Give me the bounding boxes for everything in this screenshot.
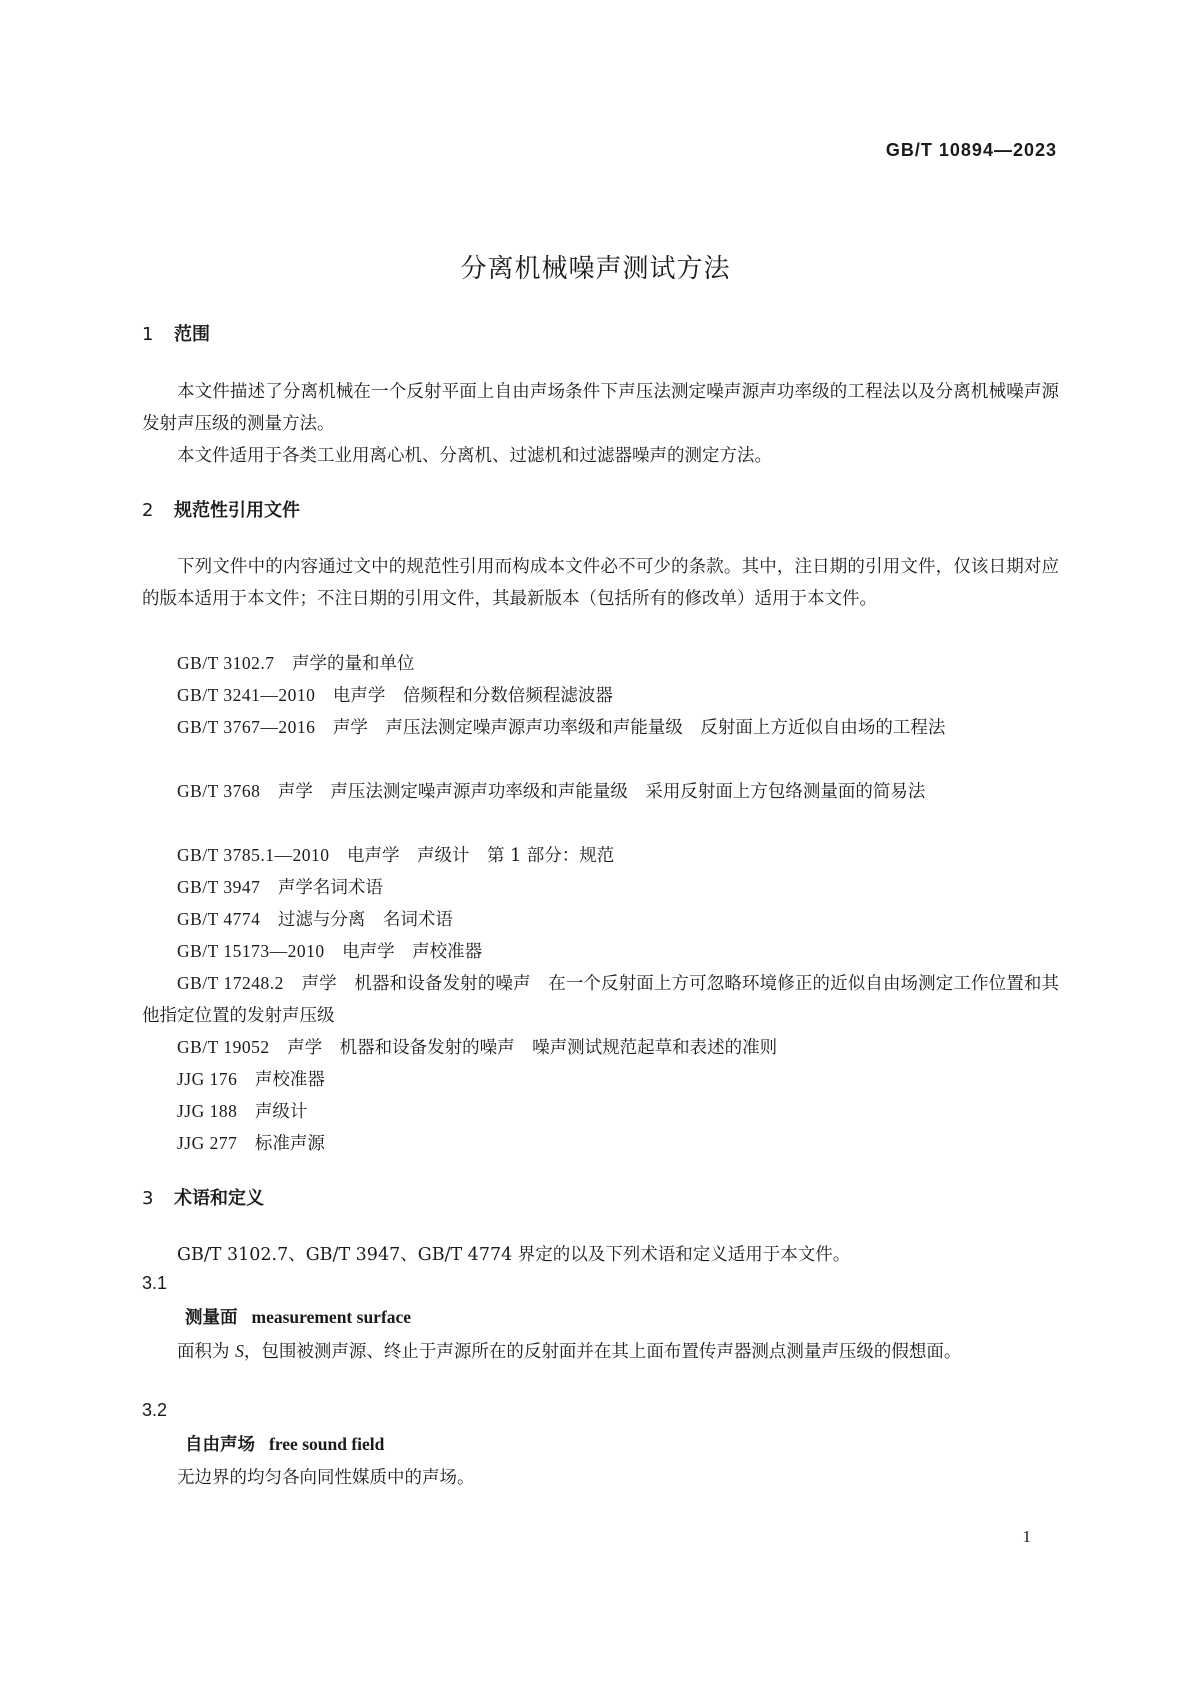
term-number: 3.1 xyxy=(142,1273,168,1293)
term-en: free sound field xyxy=(269,1434,385,1454)
term-zh: 自由声场 xyxy=(185,1435,255,1455)
reference-item xyxy=(142,775,1059,808)
reference-title: 声级计 xyxy=(254,1102,308,1122)
reference-item xyxy=(142,679,1059,712)
reference-item xyxy=(142,903,1059,936)
section-2-number: 2 xyxy=(142,500,154,521)
term-definition-text: 无边界的均匀各向同性媒质中的声场。 xyxy=(177,1468,475,1488)
reference-code: GB/T 3785.1—2010 xyxy=(177,845,330,865)
reference-code: GB/T 19052 xyxy=(177,1037,270,1057)
reference-title: 标准声源 xyxy=(254,1134,325,1154)
reference-code: JJG 277 xyxy=(177,1133,238,1153)
section-2-title: 规范性引用文件 xyxy=(174,500,300,521)
section-2-intro xyxy=(142,551,1059,615)
reference-item xyxy=(142,1031,1059,1064)
section-1-title: 范围 xyxy=(174,324,210,345)
reference-item xyxy=(142,1127,1059,1160)
reference-item xyxy=(142,839,1059,872)
reference-title: 声学的量和单位 xyxy=(292,654,415,674)
term-definition-text: ，包围被测声源、终止于声源所在的反射面并在其上面布置传声器测点测量声压级的假想面。 xyxy=(243,1342,962,1362)
reference-code: GB/T 15173—2010 xyxy=(177,941,325,961)
reference-code: GB/T 17248.2 xyxy=(177,973,284,993)
document-title: 分离机械噪声测试方法 xyxy=(460,254,731,284)
term-definition xyxy=(142,1462,1059,1494)
term-definition-symbol: S xyxy=(235,1341,244,1361)
term-zh: 测量面 xyxy=(185,1308,238,1328)
section-2-heading xyxy=(142,496,300,522)
section-1-heading xyxy=(142,320,210,346)
section-1-paragraph-2: 本文件适用于各类工业用离心机、分离机、过滤机和过滤器噪声的测定方法。 xyxy=(177,446,772,466)
reference-title: 电声学 声校准器 xyxy=(342,942,483,962)
term-definition-text: 面积为 xyxy=(177,1342,236,1362)
section-3-heading xyxy=(142,1184,264,1210)
standard-code: GB/T 10894—2023 xyxy=(885,140,1057,160)
reference-title: 声学 声压法测定噪声源声功率级和声能量级 反射面上方近似自由场的工程法 xyxy=(332,718,946,738)
term-definition xyxy=(142,1335,1059,1368)
section-3-title: 术语和定义 xyxy=(174,1188,264,1209)
reference-title: 声学 机器和设备发射的噪声 噪声测试规范起草和表述的准则 xyxy=(287,1038,778,1058)
reference-title: 电声学 声级计 第 1 部分：规范 xyxy=(347,846,615,866)
page-number: 1 xyxy=(1022,1527,1031,1546)
reference-item xyxy=(142,647,1059,680)
reference-title: 声学 机器和设备发射的噪声 在一个反射面上方可忽略环境修正的近似自由场测定工作位置和其他指定位置的发射声压级 xyxy=(142,974,1060,1026)
reference-item xyxy=(142,935,1059,968)
reference-code: GB/T 3768 xyxy=(177,781,261,801)
section-1-paragraph-1: 本文件描述了分离机械在一个反射平面上自由声场条件下声压法测定噪声源声功率级的工程法以及分离机械噪声源发射声压级的测量方法。 xyxy=(142,382,1059,434)
section-2-intro-text: 下列文件中的内容通过文中的规范性引用而构成本文件必不可少的条款。其中，注日期的引用文件，仅该日期对应的版本适用于本文件；不注日期的引用文件，其最新版本（包括所有的修改单）适用于本文件。 xyxy=(142,557,1059,609)
reference-item xyxy=(142,1063,1059,1096)
section-3-intro xyxy=(142,1239,1059,1271)
section-3-intro-text: GB/T 3102.7、GB/T 3947、GB/T 4774 界定的以及下列术语和定义适用于本文件。 xyxy=(177,1245,851,1265)
reference-code: GB/T 3767—2016 xyxy=(177,717,316,737)
reference-title: 声学名词术语 xyxy=(277,878,383,898)
reference-code: GB/T 3102.7 xyxy=(177,653,275,673)
reference-item xyxy=(142,967,1059,1032)
reference-code: GB/T 3241—2010 xyxy=(177,685,316,705)
reference-item xyxy=(142,1095,1059,1128)
reference-title: 声校准器 xyxy=(254,1070,325,1090)
reference-title: 声学 声压法测定噪声源声功率级和声能量级 采用反射面上方包络测量面的简易法 xyxy=(277,782,926,802)
reference-item xyxy=(142,871,1059,904)
reference-title: 电声学 倍频程和分数倍频程滤波器 xyxy=(332,686,613,706)
reference-code: GB/T 3947 xyxy=(177,877,261,897)
reference-title: 过滤与分离 名词术语 xyxy=(277,910,453,930)
reference-code: GB/T 4774 xyxy=(177,909,261,929)
term-en: measurement surface xyxy=(251,1307,412,1327)
section-1-body xyxy=(142,376,1059,472)
term-heading xyxy=(185,1304,411,1329)
reference-code: JJG 176 xyxy=(177,1069,238,1089)
term-heading xyxy=(185,1431,384,1456)
section-1-number: 1 xyxy=(142,324,154,345)
reference-item xyxy=(142,711,1059,744)
section-3-number: 3 xyxy=(142,1188,154,1209)
term-number: 3.2 xyxy=(142,1400,168,1420)
reference-code: JJG 188 xyxy=(177,1101,238,1121)
